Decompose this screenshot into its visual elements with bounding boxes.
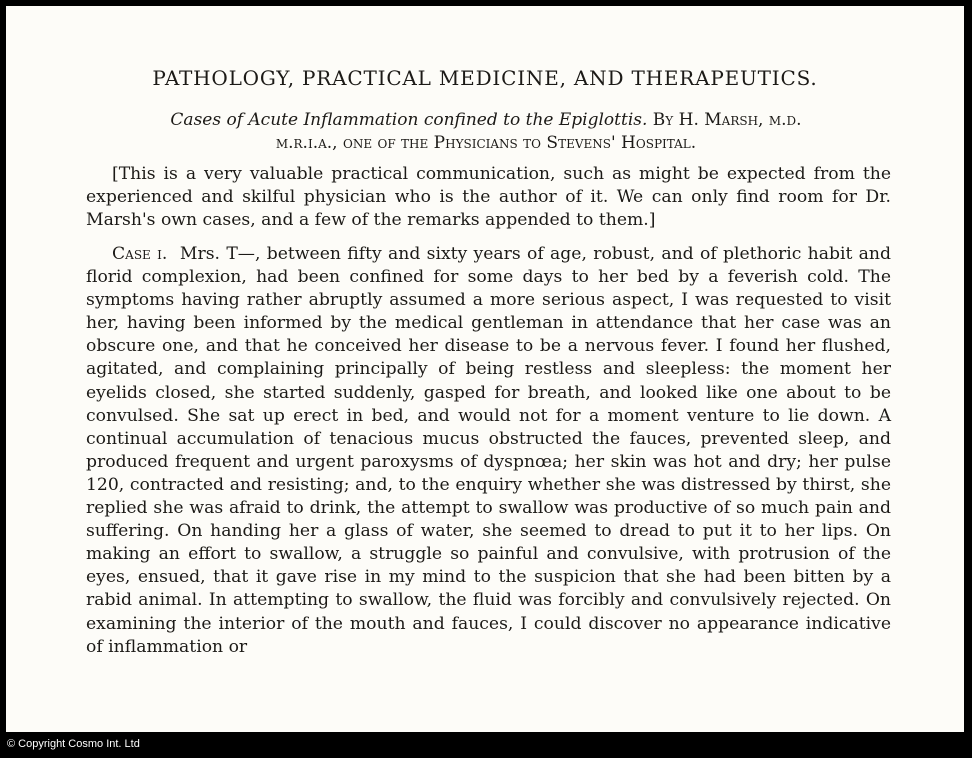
case-paragraph: [86, 243, 891, 659]
article-author: By H. Marsh, m.d.: [652, 110, 802, 130]
article-affiliation: m.r.i.a., one of the Physicians to Stevens' Hospital.: [275, 133, 697, 153]
document-page: [6, 6, 964, 732]
article-title: Cases of Acute Inflammation confined to the Epiglottis.: [170, 110, 648, 130]
intro-paragraph: [This is a very valuable practical communication, such as might be expected from the experienced and skilful physician who is the author of it. We can only find room for Dr. Marsh's own cases, and a few of the remarks appended to them.]: [86, 164, 891, 231]
section-title: PATHOLOGY, PRACTICAL MEDICINE, AND THERAPEUTICS.: [152, 66, 818, 90]
copyright-watermark: © Copyright Cosmo Int. Ltd: [7, 738, 140, 750]
case-label: Case i.: [112, 244, 168, 264]
article-heading: [86, 109, 886, 155]
case-text: Mrs. T—, between fifty and sixty years of age, robust, and of plethoric habit and florid complexion, had been confined for some days to her bed by a feverish cold. The symptoms having rather abruptly assumed a more serious aspect, I was requested to visit her, having been informed by the medical gentleman in attendance that her case was an obscure one, and that he conceived her disease to be a nervous fever. I found her flushed, agitated, and complaining principally of being restless and sleepless: the moment her eyelids closed, she started suddenly, gasped for breath, and looked like one about to be convulsed. She sat up erect in bed, and would not for a moment venture to lie down. A continual accumulation of tenacious mucus obstructed the fauces, prevented sleep, and produced frequent and urgent paroxysms of dyspnœa; her skin was hot and dry; her pulse 120, contracted and resisting; and, to the enquiry whether she was distressed by thirst, she replied she was afraid to drink, the attempt to swallow was productive of so much pain and suffering. On handing her a glass of water, she seemed to dread to put it to her lips. On making an effort to swallow, a struggle so painful and convulsive, with protrusion of the eyes, ensued, that it gave rise in my mind to the suspicion that she had been bitten by a rabid animal. In attempting to swallow, the fluid was forcibly and convulsively rejected. On examining the interior of the mouth and fauces, I could discover no appearance indicative of inflammation or: [86, 244, 891, 657]
